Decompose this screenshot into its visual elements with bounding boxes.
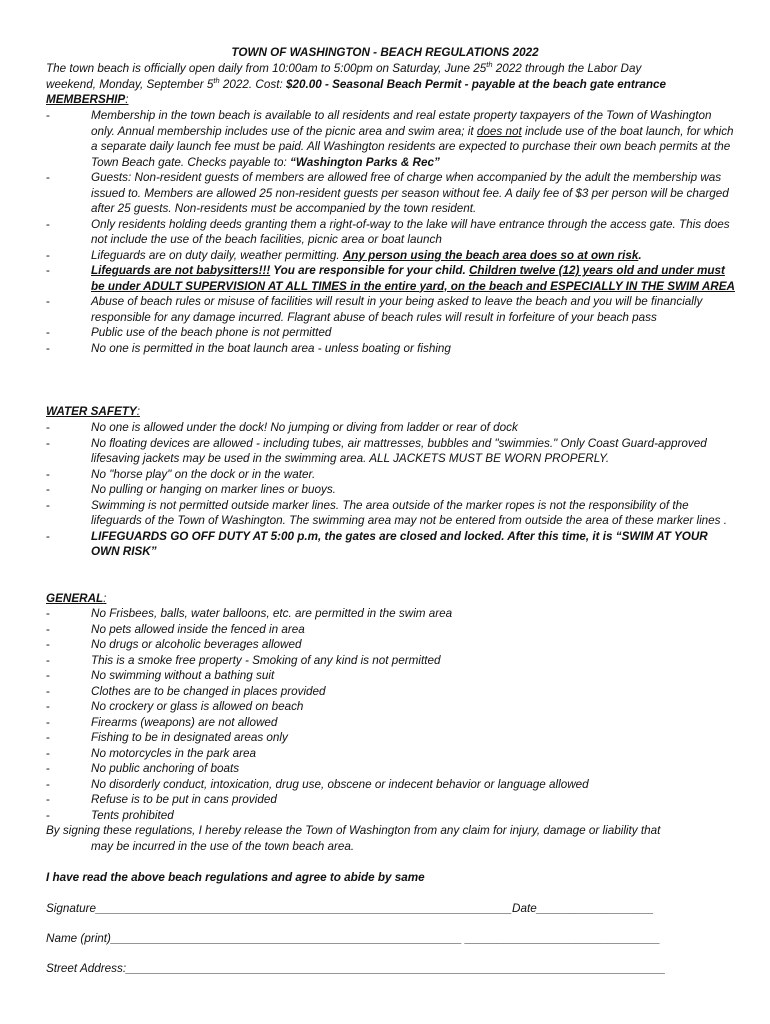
list-item: [46, 170, 736, 217]
list-bullet: -: [46, 638, 50, 651]
list-item: [46, 746, 736, 762]
water-safety-heading: [46, 404, 140, 420]
membership-item-emphasis: does not: [476, 124, 522, 138]
list-bullet: -: [46, 669, 50, 682]
street-address-field[interactable]: Street Address:___________________________________________________________________________________: [46, 962, 666, 975]
water-safety-item-text: No pulling or hanging on marker lines or buoys.: [91, 483, 336, 496]
water-safety-list: [46, 420, 736, 560]
general-item-text: No pets allowed inside the fenced in area: [91, 622, 305, 636]
list-item: [46, 467, 736, 483]
intro-line2-cost-label: 2022. Cost:: [219, 77, 286, 91]
membership-item-warning: Children twelve (12) years old and under must be under ADULT SUPERVISION AT ALL TIMES in the entire yard, on the beach and ESPECIALLY IN THE SWIM AREA: [91, 264, 735, 293]
water-safety-item-warning: LIFEGUARDS GO OFF DUTY AT 5:00 p.m, the gates are closed and locked. After this time, it is “SWIM AT YOUR OWN RISK”: [91, 529, 708, 558]
list-item: [46, 777, 736, 793]
list-item: [46, 653, 736, 669]
list-bullet: -: [46, 808, 50, 822]
list-item: [46, 482, 736, 498]
release-line2: may be incurred in the use of the town beach area.: [91, 839, 355, 853]
list-bullet: -: [46, 529, 50, 543]
membership-item-text: Abuse of beach rules or misuse of facilities will result in your being asked to leave the beach and you will be financially responsible for any damage incurred. Flagrant abuse of beach rules will result in forfeiture of your beach pass: [91, 295, 703, 324]
intro-line1-end: 2022 through the Labor Day: [492, 62, 642, 75]
list-item: [46, 715, 736, 731]
membership-item-warning: Any person using the beach area does so at own risk: [342, 248, 639, 262]
list-item: [46, 325, 736, 341]
list-bullet: -: [46, 295, 50, 308]
list-bullet: -: [46, 264, 50, 277]
general-item-text: No public anchoring of boats: [91, 762, 240, 775]
membership-item-text: You are responsible for your child.: [270, 264, 469, 277]
list-bullet: -: [46, 793, 50, 806]
list-bullet: -: [46, 341, 50, 355]
list-item: [46, 699, 736, 715]
list-bullet: -: [46, 777, 50, 791]
list-item: [46, 792, 736, 808]
list-item: [46, 808, 736, 824]
list-bullet: -: [46, 684, 50, 698]
list-item: [46, 529, 736, 560]
list-item: [46, 108, 736, 170]
membership-list: [46, 108, 736, 356]
membership-item-text: Lifeguards are on duty daily, weather permitting.: [91, 248, 343, 262]
general-heading: [46, 591, 106, 607]
list-item: [46, 684, 736, 700]
list-item: [46, 341, 736, 357]
general-item-text: Fishing to be in designated areas only: [91, 731, 288, 744]
release-line1: By signing these regulations, I hereby release the Town of Washington from any claim for injury, damage or liability that: [46, 824, 661, 837]
membership-heading-colon: :: [125, 93, 129, 106]
intro-line1-superscript: th: [486, 60, 493, 70]
membership-item-text: Only residents holding deeds granting them a right-of-way to the lake will have entrance through the access gate. This does not include the use of the beach facilities, picnic area or boat launch: [91, 217, 730, 246]
general-item-text: Tents prohibited: [91, 808, 174, 822]
list-bullet: -: [46, 607, 50, 620]
general-item-text: No swimming without a bathing suit: [91, 669, 275, 682]
signature-date-field[interactable]: Signature________________________________________________________________Date__________________: [46, 902, 654, 915]
water-safety-heading-text: WATER SAFETY: [46, 405, 137, 418]
water-safety-item-text: No one is allowed under the dock! No jumping or diving from ladder or rear of dock: [91, 421, 518, 434]
membership-item-text: include use of the boat launch, for which a separate daily launch fee must be paid. All Washington residents are expected to purchase their own beach permits at the Town Beach gate. Checks payable to:: [91, 124, 734, 169]
release-statement: [46, 823, 736, 854]
list-bullet: -: [46, 326, 50, 339]
list-bullet: -: [46, 653, 50, 667]
general-item-text: No Frisbees, balls, water balloons, etc. are permitted in the swim area: [91, 607, 453, 620]
water-safety-heading-colon: :: [136, 405, 140, 418]
list-item: [46, 420, 736, 436]
list-item: [46, 622, 736, 638]
list-bullet: -: [46, 436, 50, 450]
water-safety-item-text: No floating devices are allowed - including tubes, air mattresses, bubbles and "swimmies." Only Coast Guard-approved lifesaving jackets may be used in the swimming area. ALL JACKETS MUST BE WORN PROPERLY.: [91, 436, 707, 465]
list-item: [46, 217, 736, 248]
water-safety-item-text: Swimming is not permitted outside marker lines. The area outside of the marker ropes is not the responsibility of the lifeguards of the Town of Washington. The swimming area may not be entered from outside the area of these marker lines .: [91, 498, 728, 527]
list-bullet: -: [46, 171, 50, 184]
list-item: [46, 294, 736, 325]
general-item-text: Firearms (weapons) are not allowed: [91, 715, 278, 729]
name-print-field[interactable]: Name (print)______________________________________________________ ______________________________: [46, 932, 661, 945]
general-item-text: No crockery or glass is allowed on beach: [91, 700, 304, 713]
document-title: TOWN OF WASHINGTON - BEACH REGULATIONS 2022: [231, 46, 539, 59]
general-item-text: This is a smoke free property - Smoking of any kind is not permitted: [91, 653, 441, 667]
general-item-text: No motorcycles in the park area: [91, 746, 256, 760]
intro-line2-superscript: th: [213, 75, 220, 85]
general-item-text: No drugs or alcoholic beverages allowed: [91, 638, 302, 651]
list-bullet: -: [46, 467, 50, 481]
membership-heading-text: MEMBERSHIP: [46, 93, 126, 106]
list-bullet: -: [46, 483, 50, 496]
membership-item-text: Guests: Non-resident guests of members are allowed free of charge when accompanied by the adult the membership was issued to. Members are allowed 25 non-resident guests per season without fee. A daily fee of $3 per person will be charged after 25 guests. Non-residents must be accompanied by the town resident.: [91, 171, 729, 215]
membership-item-payee: “Washington Parks & Rec”: [290, 155, 440, 169]
membership-item-warning: Lifeguards are not babysitters!!!: [91, 264, 271, 277]
list-item: [46, 436, 736, 467]
list-item: [46, 248, 736, 264]
agreement-statement: I have read the above beach regulations and agree to abide by same: [46, 871, 425, 884]
list-bullet: -: [46, 746, 50, 760]
list-bullet: -: [46, 700, 50, 713]
list-bullet: -: [46, 248, 50, 262]
list-bullet: -: [46, 421, 50, 434]
membership-item-text: Public use of the beach phone is not permitted: [91, 326, 332, 339]
general-item-text: Clothes are to be changed in places provided: [91, 684, 326, 698]
intro-line1-text: The town beach is officially open daily from 10:00am to 5:00pm on Saturday, June 25: [46, 62, 487, 75]
general-heading-text: GENERAL: [46, 592, 104, 605]
membership-heading: [46, 92, 128, 108]
membership-item-text: .: [638, 248, 642, 262]
intro-paragraph: [46, 61, 736, 92]
list-bullet: -: [46, 762, 50, 775]
list-bullet: -: [46, 731, 50, 744]
general-item-text: No disorderly conduct, intoxication, drug use, obscene or indecent behavior or language allowed: [91, 777, 589, 791]
list-item: [46, 761, 736, 777]
list-item: [46, 263, 736, 294]
water-safety-item-text: No "horse play" on the dock or in the water.: [91, 467, 316, 481]
list-bullet: -: [46, 622, 50, 636]
list-item: [46, 637, 736, 653]
list-bullet: -: [46, 109, 50, 122]
list-bullet: -: [46, 498, 50, 512]
membership-item-text: No one is permitted in the boat launch area - unless boating or fishing: [91, 341, 451, 355]
list-item: [46, 730, 736, 746]
list-item: [46, 498, 736, 529]
list-item: [46, 668, 736, 684]
intro-line2-text: weekend, Monday, September 5: [46, 77, 214, 91]
general-item-text: Refuse is to be put in cans provided: [91, 793, 277, 806]
list-bullet: -: [46, 217, 50, 231]
general-list: [46, 606, 736, 823]
intro-permit-cost: $20.00 - Seasonal Beach Permit - payable at the beach gate entrance: [285, 77, 666, 91]
general-heading-colon: :: [103, 592, 107, 605]
membership-item-text: Membership in the town beach is available to all residents and real estate property taxpayers of the Town of Washington only. Annual membership includes use of the picnic area and swim area; it: [91, 109, 712, 138]
list-bullet: -: [46, 715, 50, 729]
list-item: [46, 606, 736, 622]
